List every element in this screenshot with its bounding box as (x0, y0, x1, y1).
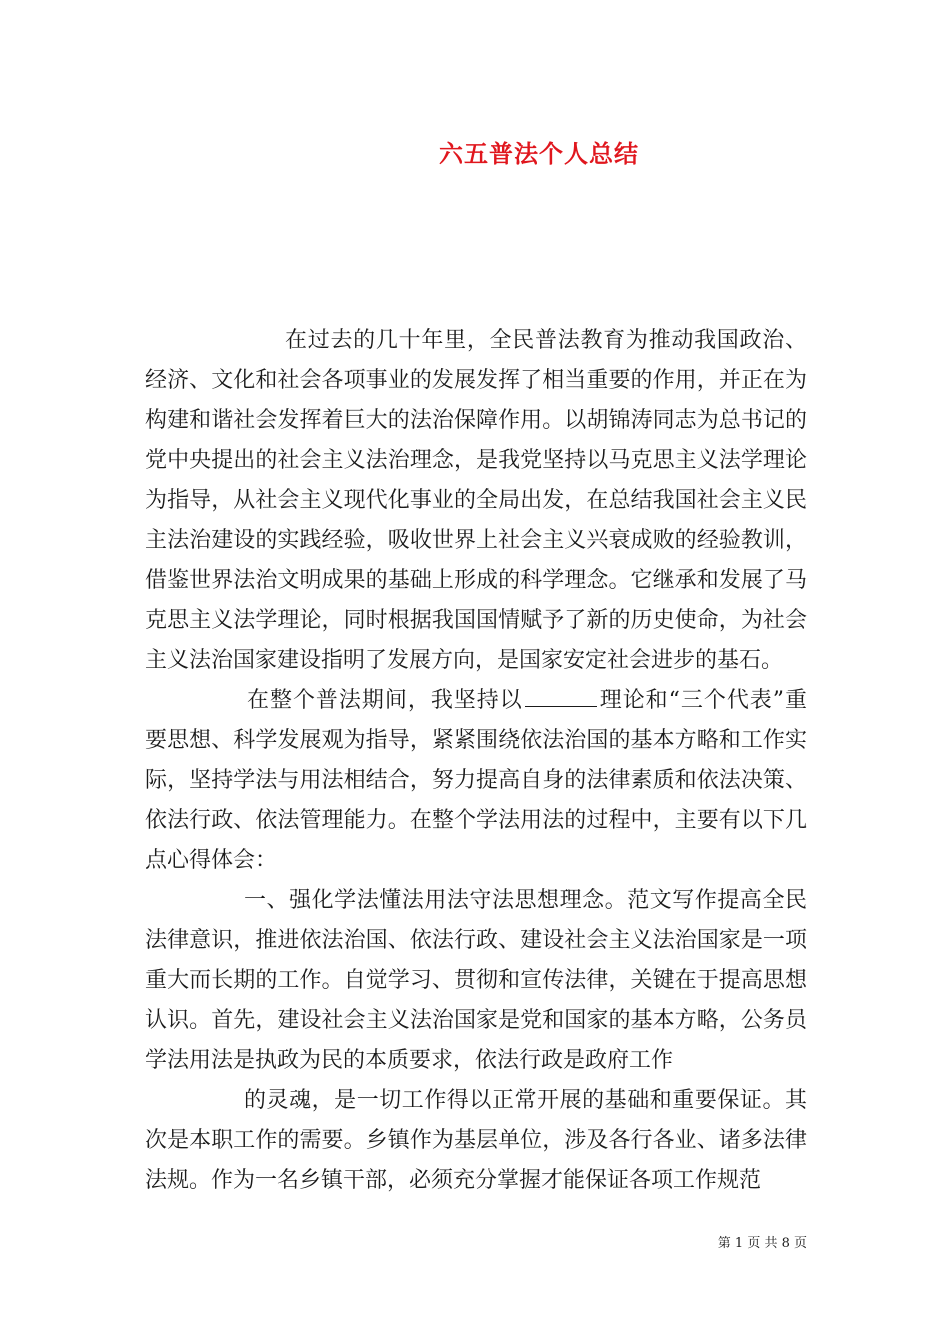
paragraph-guidance-start: 在整个普法期间，我坚持以 (247, 688, 523, 713)
document-title: 六五普法个人总结 (439, 139, 639, 168)
fill-in-blank (525, 688, 597, 707)
paragraph-intro: 在过去的几十年里，全民普法教育为推动我国政治、经济、文化和社会各项事业的发展发挥了相当重要的作用，并正在为构建和谐社会发挥着巨大的法治保障作用。以胡锦涛同志为总书记的党中央提出的社会主义法治理念，是我党坚持以马克思主义法学理论为指导，从社会主义现代化事业的全局出发，在总结我国社会主义民主法治建设的实践经验，吸收世界上社会主义兴衰成败的经验教训，借鉴世界法治文明成果的基础上形成的科学理念。它继承和发展了马克思主义法学理论，同时根据我国国情赋予了新的历史使命，为社会主义法治国家建设指明了发展方向，是国家安定社会进步的基石。 (145, 328, 807, 673)
paragraph-continuation: 的灵魂，是一切工作得以正常开展的基础和重要保证。其次是本职工作的需要。乡镇作为基层单位，涉及各行各业、诸多法律法规。作为一名乡镇干部，必须充分掌握才能保证各项工作规范 (145, 1088, 807, 1193)
paragraph-guidance-end: 理论和“三个代表”重要思想、科学发展观为指导，紧紧围绕依法治国的基本方略和工作实际，坚持学法与用法相结合，努力提高自身的法律素质和依法决策、依法行政、依法管理能力。在整个学法用法的过程中，主要有以下几点心得体会： (145, 688, 807, 873)
page-footer: 第 1 页 共 8 页 (717, 1236, 807, 1251)
paragraph-point-one: 一、强化学法懂法用法守法思想理念。范文写作提高全民法律意识，推进依法治国、依法行政、建设社会主义法治国家是一项重大而长期的工作。自觉学习、贯彻和宣传法律，关键在于提高思想认识。首先，建设社会主义法治国家是党和国家的基本方略，公务员学法用法是执政为民的本质要求，依法行政是政府工作 (145, 888, 807, 1073)
paragraph-guidance (145, 681, 807, 881)
document-body (145, 321, 807, 1201)
